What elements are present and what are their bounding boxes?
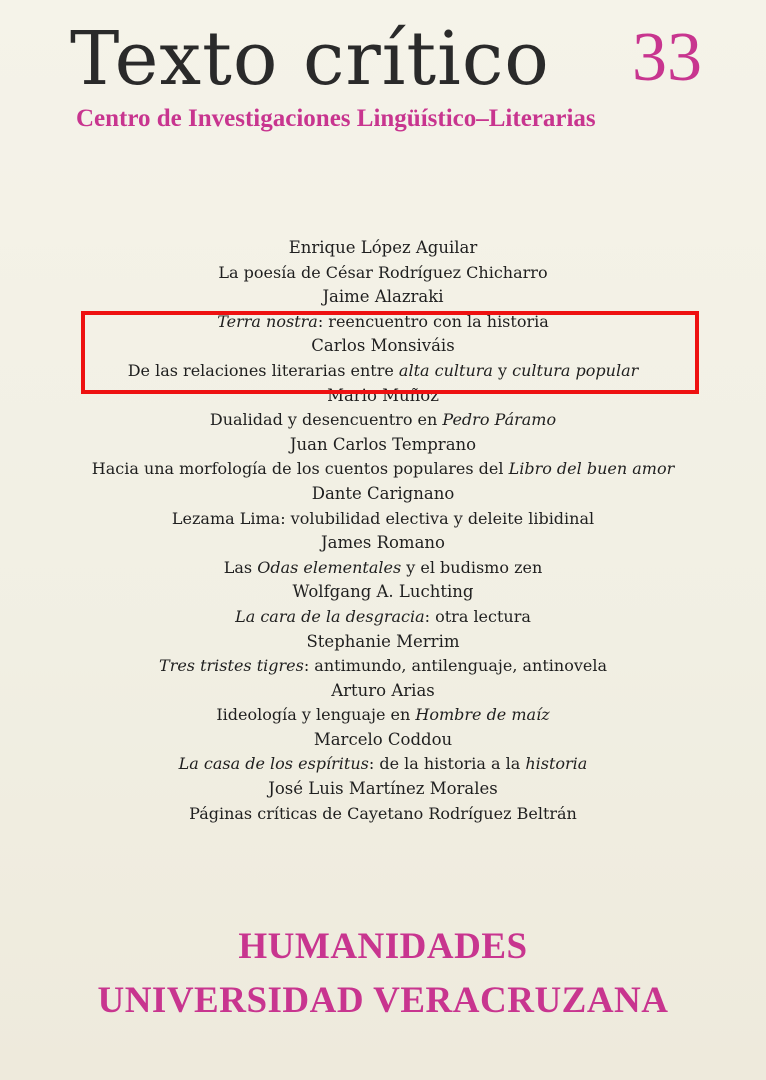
toc-article-italic-segment: cultura popular [512, 360, 639, 380]
toc-entry [0, 630, 766, 679]
highlight-box [81, 311, 699, 394]
toc-author: Juan Carlos Temprano [289, 434, 477, 454]
toc-article-segment: Iideología y lenguaje en [216, 705, 416, 725]
journal-title: Texto crítico [70, 16, 550, 102]
toc-article-title [0, 556, 766, 581]
toc-author: Mario Muñoz [327, 385, 439, 405]
toc-article-italic-segment: Tres tristes tigres [159, 656, 304, 676]
toc-article-italic-segment: Odas elementales [257, 557, 402, 577]
toc-entry [0, 777, 766, 826]
toc-article-segment: Hacia una morfología de los cuentos populares del [91, 459, 509, 479]
issue-number: 33 [632, 19, 702, 96]
toc-entry [0, 433, 766, 482]
toc-author: Dante Carignano [311, 483, 455, 503]
toc-article-italic-segment: alta cultura [398, 360, 493, 380]
toc-article-italic-segment: La casa de los espíritus [178, 754, 369, 774]
toc-article-segment: y [492, 360, 513, 380]
toc-entry [0, 482, 766, 531]
toc-article-title [0, 802, 766, 827]
toc-author: Wolfgang A. Luchting [292, 582, 474, 602]
toc-article-segment: De las relaciones literarias entre [127, 360, 399, 380]
toc-article-segment: Dualidad y desencuentro en [209, 410, 443, 430]
toc-author: José Luis Martínez Morales [268, 779, 498, 799]
toc-article-italic-segment: La cara de la desgracia [235, 606, 425, 626]
toc-entry [0, 580, 766, 629]
toc-article-segment: Páginas críticas de Cayetano Rodríguez Beltrán [189, 803, 577, 823]
toc-author: Carlos Monsiváis [311, 336, 455, 356]
toc-entry [0, 728, 766, 777]
toc-article-italic-segment: Terra nostra [217, 311, 318, 331]
toc-article-title [0, 654, 766, 679]
toc-article-italic-segment: historia [525, 754, 588, 774]
toc-article-title [0, 507, 766, 532]
publisher-line-universidad: UNIVERSIDAD VERACRUZANA [97, 980, 669, 1021]
toc-article-italic-segment: Hombre de maíz [415, 705, 550, 725]
toc-article-segment: : reencuentro con la historia [317, 311, 549, 331]
toc-article-title [0, 457, 766, 482]
toc-article-title [0, 605, 766, 630]
toc-author: Arturo Arias [331, 680, 435, 700]
toc-article-title [0, 703, 766, 728]
toc-article-italic-segment: Libro del buen amor [508, 459, 675, 479]
toc-author: Marcelo Coddou [313, 729, 453, 749]
toc-article-title [0, 408, 766, 433]
toc-article-italic-segment: Pedro Páramo [442, 410, 557, 430]
toc-article-segment: : otra lectura [424, 606, 531, 626]
toc-article-segment: : antimundo, antilenguaje, antinovela [303, 656, 607, 676]
toc-article-title [0, 261, 766, 286]
toc-entry [0, 679, 766, 728]
toc-entry [0, 531, 766, 580]
toc-entry [0, 236, 766, 285]
toc-article-segment: Lezama Lima: volubilidad electiva y deleite libidinal [171, 508, 595, 528]
toc-author: Enrique López Aguilar [288, 238, 478, 257]
publisher-line-humanidades: HUMANIDADES [238, 926, 528, 967]
toc-author: James Romano [321, 533, 445, 553]
toc-author: Stephanie Merrim [306, 631, 460, 651]
toc-article-segment: Las [223, 557, 258, 577]
toc-article-segment: La poesía de César Rodríguez Chicharro [218, 262, 548, 282]
journal-subtitle: Centro de Investigaciones Lingüístico–Literarias [76, 105, 596, 132]
toc-article-title [0, 752, 766, 777]
toc-author: Jaime Alazraki [322, 287, 444, 307]
toc-article-segment: y el budismo zen [401, 557, 543, 577]
toc-article-segment: : de la historia a la [368, 754, 526, 774]
